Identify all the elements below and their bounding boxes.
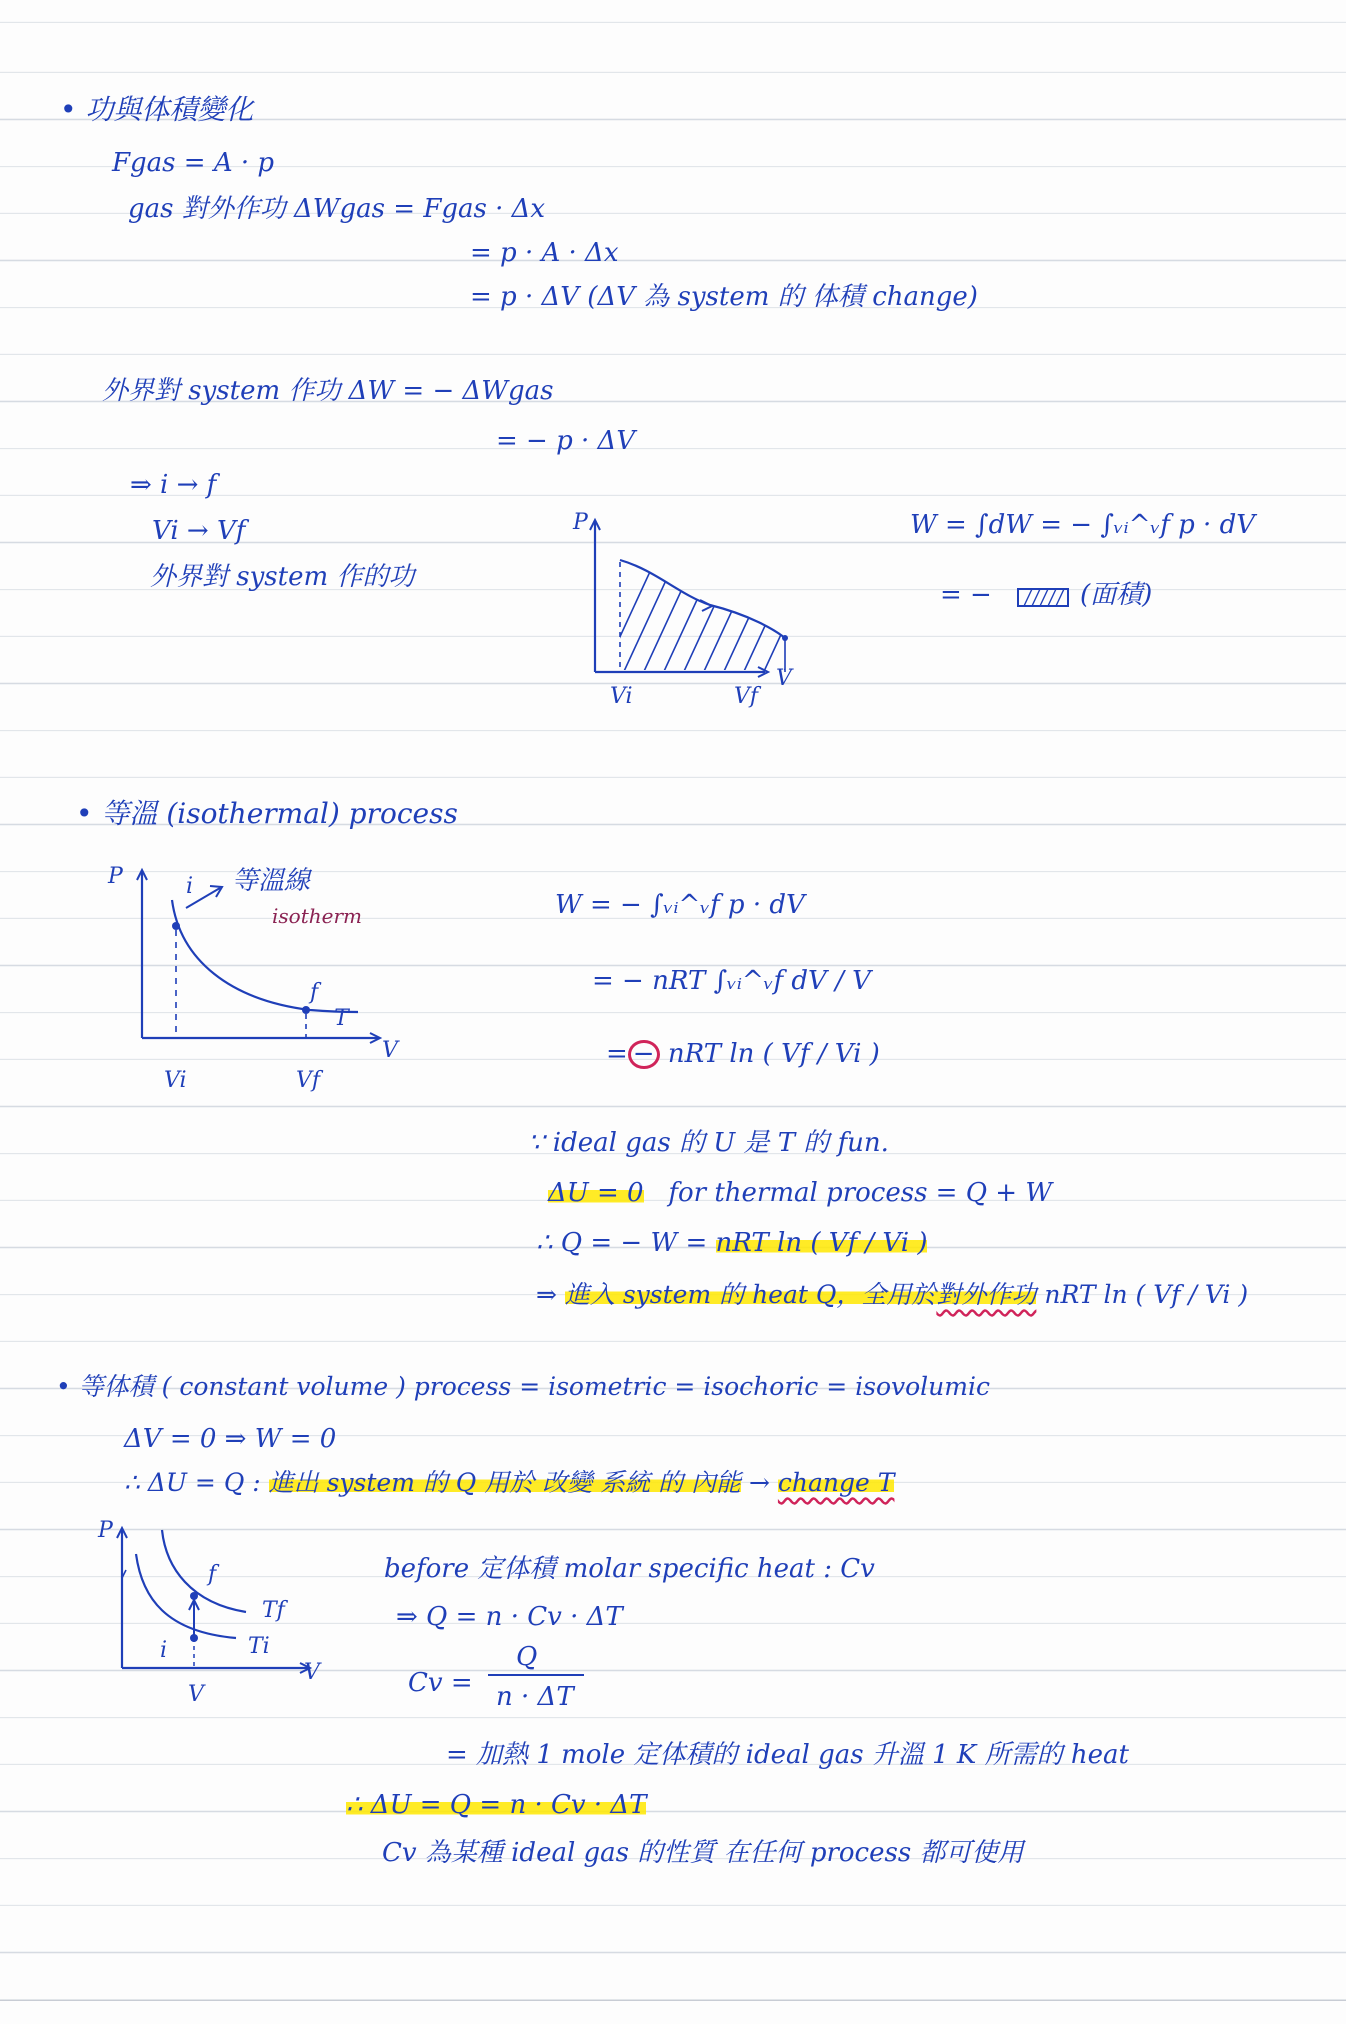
du-zero-line [548, 1180, 1052, 1206]
iso-eq-1: W = − ∫ᵥᵢ^ᵥf p · dV [555, 890, 805, 920]
hatched-box-icon [1016, 586, 1072, 610]
graph2-v-label: V [382, 1038, 398, 1063]
du-final-highlight: ∴ ΔU = Q = n · Cv · ΔT [346, 1790, 647, 1820]
du-equals-q-line [124, 1470, 894, 1495]
heat-work-line [536, 1282, 1248, 1307]
point-f [190, 1592, 198, 1600]
hatched-area [600, 550, 840, 680]
cv-numerator: Q [516, 1642, 538, 1672]
heat-rest: nRT ln ( Vf / Vi ) [1044, 1280, 1249, 1309]
q-eq-line [536, 1230, 927, 1256]
eq-p-dv: = p · ΔV (ΔV 為 system 的 体積 change) [470, 282, 978, 312]
before-cv-line: before 定体積 molar specific heat : Cv [384, 1554, 875, 1584]
isochoric-graph [96, 1518, 326, 1698]
graph3-ti-label: Ti [248, 1634, 270, 1659]
graph2-t-label: T [334, 1006, 349, 1031]
section-title-isothermal: • 等溫 (isothermal) process [76, 797, 458, 830]
eq-gas-work: gas 對外作功 ΔWgas = Fgas · Δx [128, 194, 546, 224]
du-zero-rest: for thermal process = Q + W [668, 1178, 1053, 1208]
page-bottom-rule [0, 2000, 1346, 2001]
heat-wavy-underline: 對外作功 [936, 1280, 1037, 1309]
point-i [172, 922, 180, 930]
eq-work-integral: W = ∫dW = − ∫ᵥᵢ^ᵥf p · dV [910, 510, 1255, 540]
change-t-highlight: change T [777, 1468, 895, 1497]
graph2-p-label: P [108, 864, 123, 889]
eq-vi-to-vf: Vi → Vf [152, 516, 246, 546]
heat-highlight: 進入 system 的 heat Q，全用於 [564, 1280, 937, 1309]
du-q-highlight: 進出 system 的 Q 用於 改變 系統 的 內能 [268, 1468, 742, 1497]
graph2-f-label: f [310, 980, 319, 1005]
point-i [190, 1634, 198, 1642]
q-ncv-line: ⇒ Q = n · Cv · ΔT [396, 1602, 623, 1632]
ti-curve [136, 1554, 236, 1638]
iso-eq-2: = − nRT ∫ᵥᵢ^ᵥf dV / V [592, 966, 871, 996]
du-q-prefix: ∴ ΔU = Q : [124, 1468, 261, 1497]
cv-fraction-bar [488, 1674, 584, 1676]
eq-ext-work-2: = − p · ΔV [496, 426, 636, 456]
iso-eq-3 [606, 1040, 880, 1069]
graph3-tf-label: Tf [262, 1598, 285, 1623]
cv-heat-definition: = 加熱 1 mole 定体積的 ideal gas 升溫 1 K 所需的 heat [446, 1740, 1129, 1770]
work-area-graph [560, 510, 810, 710]
du-final-line [346, 1792, 646, 1818]
q-eq-prefix: ∴ Q = − W = [536, 1228, 708, 1258]
graph1-vf-label: Vf [734, 684, 759, 709]
cv-denominator: n · ΔT [496, 1682, 574, 1712]
point-f [302, 1006, 310, 1014]
q-eq-highlight: nRT ln ( Vf / Vi ) [715, 1228, 928, 1258]
graph2-i-label: i [186, 874, 194, 899]
cv-lhs: Cv = [408, 1668, 473, 1698]
graph2-vf-label: Vf [296, 1068, 321, 1093]
graph2-vi-label: Vi [164, 1068, 187, 1093]
du-zero-highlight: ΔU = 0 [548, 1178, 644, 1208]
eq-ext-work: 外界對 system 作功 ΔW = − ΔWgas [102, 376, 554, 406]
curve-direction-arrow [700, 600, 712, 611]
eq-fgas: Fgas = A · p [112, 148, 275, 178]
tf-curve [162, 1530, 246, 1612]
graph1-v-label: V [776, 666, 792, 691]
graph3-v-label: V [188, 1682, 204, 1707]
section-title-work-volume: • 功與体積變化 [60, 93, 254, 126]
graph3-p-label: P [98, 1518, 113, 1543]
graph1-vi-label: Vi [610, 684, 633, 709]
eq-i-to-f: ⇒ i → f [130, 470, 217, 500]
because-ideal-gas: ∵ ideal gas 的 U 是 T 的 fun. [528, 1128, 889, 1158]
graph3-i-label: i [160, 1638, 168, 1663]
section-title-isochoric: • 等体積 ( constant volume ) process = isometric = isochoric = isovolumic [56, 1372, 990, 1401]
isotherm-en-label: isotherm [272, 904, 362, 928]
cv-property-line: Cv 為某種 ideal gas 的性質 在任何 process 都可使用 [382, 1838, 1024, 1868]
circled-minus-sign: − [628, 1040, 660, 1069]
ext-work-label: 外界對 system 作的功 [150, 562, 415, 592]
graph3-f-label: f [208, 1562, 217, 1587]
dv-zero-line: ΔV = 0 ⇒ W = 0 [124, 1424, 337, 1454]
graph3-v-axis-label: V [304, 1660, 320, 1685]
iso-eq-3-prefix: = [606, 1039, 628, 1069]
heat-arrow: ⇒ [536, 1280, 557, 1309]
eq-area-suffix: (面積) [1080, 580, 1153, 610]
iso-eq-3-rest: nRT ln ( Vf / Vi ) [667, 1039, 880, 1069]
eq-area-prefix: = − [940, 580, 992, 610]
eq-pa-dx: = p · A · Δx [470, 238, 619, 268]
graph1-p-label: P [573, 510, 588, 535]
isotherm-zh-label: 等溫線 [232, 866, 311, 896]
du-q-arrow: → [749, 1468, 770, 1497]
